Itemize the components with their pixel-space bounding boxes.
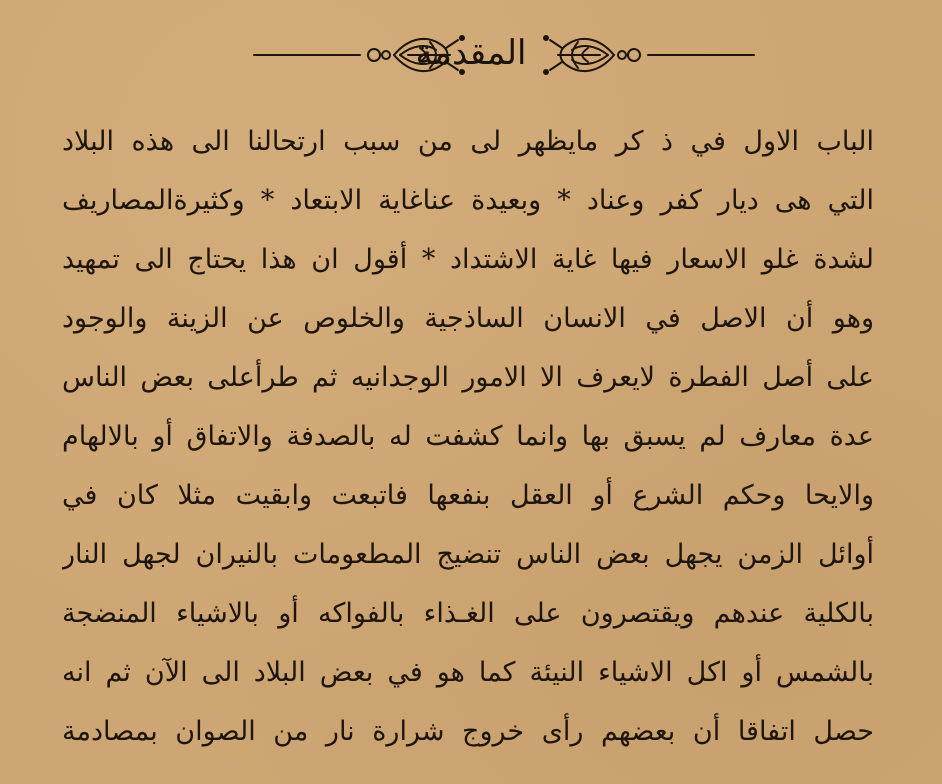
vine-ornament-right-icon xyxy=(528,30,758,80)
chapter-title: المقدمة xyxy=(415,33,527,73)
text-line: عدة معارف لم يسبق بها وانما كشفت له بالصدفة والاتفاق أو بالالهام xyxy=(62,421,874,452)
text-line: أوائل الزمن يجهل بعض الناس تنضيج المطعومات بالنيران لجهل النار xyxy=(62,539,874,570)
text-line: التي هى ديار كفر وعناد * وبعيدة عناغاية الابتعاد * وكثيرةالمصاريف xyxy=(62,185,874,216)
text-line: لشدة غلو الاسعار فيها غاية الاشتداد * أقول ان هذا يحتاج الى تمهيد xyxy=(62,244,874,275)
text-line: بالكلية عندهم ويقتصرون على الغـذاء بالفواكه أو بالاشياء المنضجة xyxy=(62,598,874,629)
chapter-header xyxy=(0,22,942,92)
text-line: وهو أن الاصل في الانسان الساذجية والخلوص عن الزينة والوجود xyxy=(62,303,874,334)
text-line: الباب الاول في ذ كر مايظهر لى من سبب ارتحالنا الى هذه البلاد xyxy=(62,126,874,157)
text-line: بالشمس أو اكل الاشياء النيئة كما هو في بعض البلاد الى الآن ثم انه xyxy=(62,657,874,688)
text-line: والايحا وحكم الشرع أو العقل بنفعها فاتبعت وابقيت مثلا كان في xyxy=(62,480,874,511)
text-line: على أصل الفطرة لايعرف الا الامور الوجدانيه ثم طرأعلى بعض الناس xyxy=(62,362,874,393)
body-paragraph xyxy=(62,112,874,761)
text-line: حصل اتفاقا أن بعضهم رأى خروج شرارة نار من الصوان بمصادمة xyxy=(62,716,874,747)
